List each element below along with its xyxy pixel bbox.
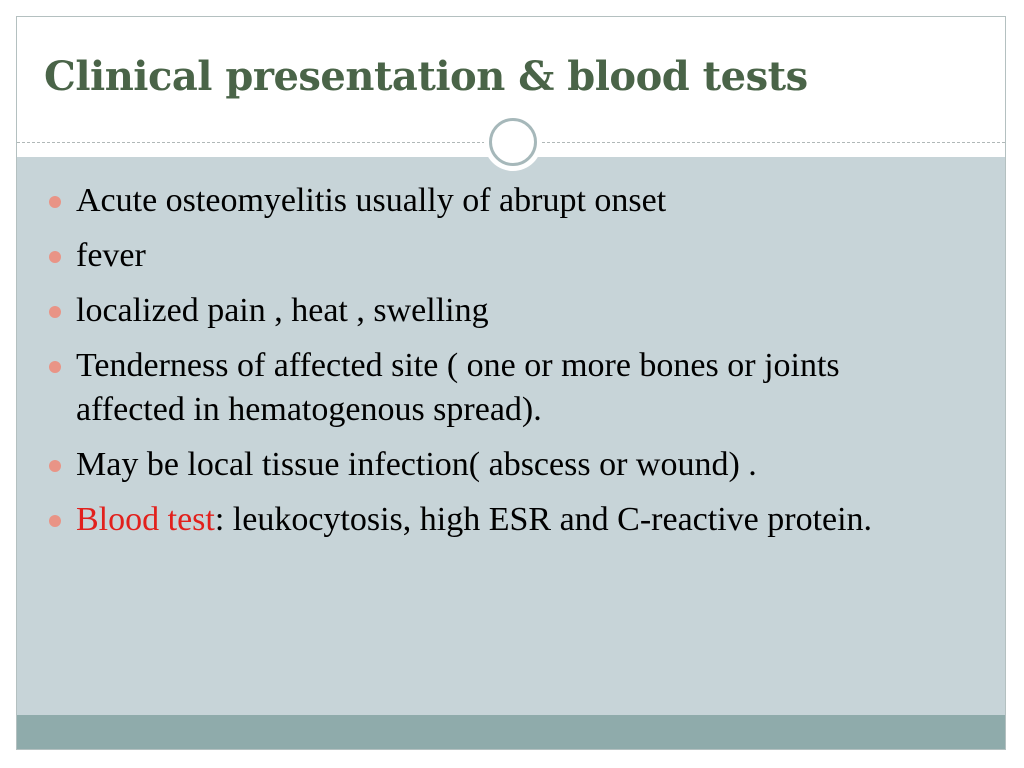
bullet-text: May be local tissue infection( abscess or wound) . [76, 446, 757, 483]
bullet-icon [49, 251, 61, 263]
footer-bar [17, 715, 1005, 750]
bullet-item [47, 498, 947, 542]
bullet-item [47, 443, 947, 487]
bullet-text: fever [76, 237, 146, 274]
bullet-list [47, 179, 947, 553]
bullet-highlight-label: Blood test [76, 501, 215, 538]
bullet-icon [49, 196, 61, 208]
bullet-item [47, 344, 947, 432]
bullet-item [47, 179, 947, 223]
bullet-icon [49, 306, 61, 318]
slide [16, 16, 1006, 750]
bullet-text: Acute osteomyelitis usually of abrupt onset [76, 182, 667, 219]
ring-ornament-icon [484, 113, 542, 171]
bullet-icon [49, 361, 61, 373]
bullet-text: Tenderness of affected site ( one or more bones or joints affected in hematogenous spread). [76, 347, 840, 428]
bullet-icon [49, 460, 61, 472]
bullet-icon [49, 515, 61, 527]
ornament-ring [489, 118, 537, 166]
bullet-text: : leukocytosis, high ESR and C-reactive protein. [214, 501, 873, 538]
bullet-text: localized pain , heat , swelling [76, 292, 489, 329]
slide-title: Clinical presentation & blood tests [44, 53, 808, 100]
bullet-item [47, 289, 947, 333]
bullet-item [47, 234, 947, 278]
